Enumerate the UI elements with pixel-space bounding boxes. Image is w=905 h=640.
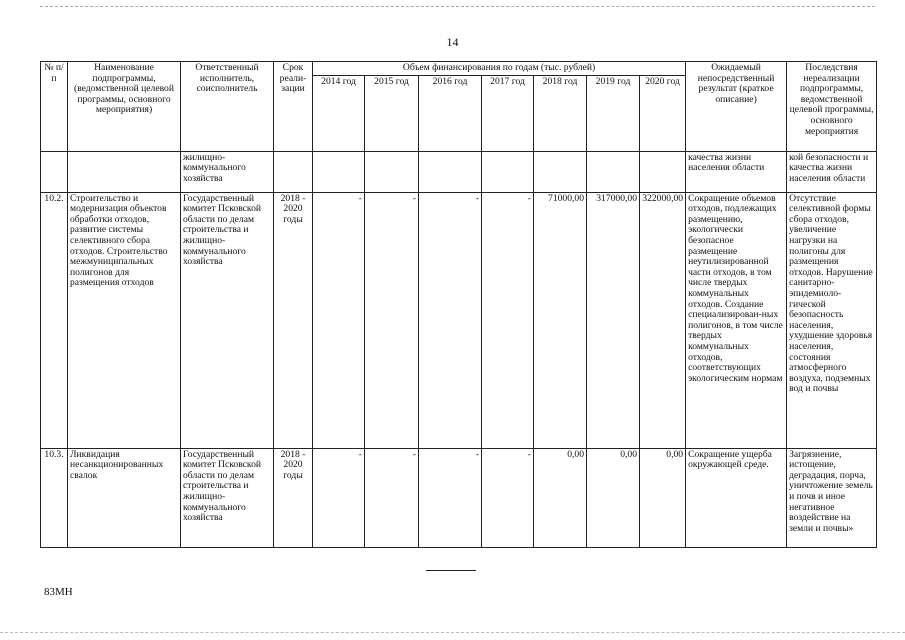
cell-executor: Государственный комитет Псковской области по делам строительства и жилищно-коммунального хозяйства <box>181 192 274 448</box>
bottom-scan-rule <box>0 632 905 633</box>
cell-value-2017: - <box>482 192 534 448</box>
cell-value-2020 <box>640 151 686 192</box>
cell-value-2015: - <box>365 448 419 547</box>
footer-code: 83МН <box>44 586 73 598</box>
cell-result: Сокращение ущерба окружающей среде. <box>686 448 787 547</box>
cell-value-2014: - <box>313 448 365 547</box>
header-year-2020: 2020 год <box>640 75 686 151</box>
cell-name <box>68 151 181 192</box>
cell-consequences: кой безопасности и качества жизни населения области <box>787 151 877 192</box>
cell-value-2020: 322000,00 <box>640 192 686 448</box>
cell-value-2017: - <box>482 448 534 547</box>
cell-consequences: Загрязнение, истощение, деградация, порча, уничтожение земель и почв и иное негативное воздействие на земли и почвы» <box>787 448 877 547</box>
cell-value-2018: 71000,00 <box>534 192 587 448</box>
table-row-10-3 <box>41 448 877 547</box>
cell-value-2016: - <box>419 192 482 448</box>
cell-value-2018: 0,00 <box>534 448 587 547</box>
header-num: № п/п <box>41 62 68 152</box>
cell-value-2015: - <box>365 192 419 448</box>
cell-name: Ликвидация несанкционированных свалок <box>68 448 181 547</box>
cell-name: Строительство и модернизация объектов обработки отходов, развитие системы селективного сбора отходов. Строительство межмуниципальных полигонов для размещения отходов <box>68 192 181 448</box>
footer-divider <box>426 570 476 571</box>
cell-term: 2018 - 2020 годы <box>274 448 313 547</box>
cell-value-2016 <box>419 151 482 192</box>
cell-value-2019: 317000,00 <box>587 192 640 448</box>
cell-num: 10.2. <box>41 192 68 448</box>
header-consequences: Последствия нереализации подпрограммы, ведомственной целевой программы, основного мероприятия <box>787 62 877 152</box>
cell-value-2015 <box>365 151 419 192</box>
funding-table <box>40 61 877 548</box>
header-name: Наименование подпрограммы, (ведомственной целевой программы, основного мероприятия) <box>68 62 181 152</box>
header-year-2018: 2018 год <box>534 75 587 151</box>
cell-value-2017 <box>482 151 534 192</box>
header-year-2014: 2014 год <box>313 75 365 151</box>
cell-value-2016: - <box>419 448 482 547</box>
header-executor: Ответственный исполнитель, соисполнитель <box>181 62 274 152</box>
cell-value-2019 <box>587 151 640 192</box>
cell-term: 2018 - 2020 годы <box>274 192 313 448</box>
page-number: 14 <box>446 35 459 49</box>
header-row-main <box>41 62 877 76</box>
cell-value-2014 <box>313 151 365 192</box>
cell-executor: Государственный комитет Псковской области по делам строительства и жилищно-коммунального хозяйства <box>181 448 274 547</box>
cell-term <box>274 151 313 192</box>
header-year-2017: 2017 год <box>482 75 534 151</box>
cell-value-2019: 0,00 <box>587 448 640 547</box>
cell-value-2020: 0,00 <box>640 448 686 547</box>
header-year-2019: 2019 год <box>587 75 640 151</box>
header-result: Ожидаемый непосредственный результат (краткое описание) <box>686 62 787 152</box>
cell-consequences: Отсутствие селективной формы сбора отходов, увеличение нагрузки на полигоны для размещения отходов. Нарушение санитарно-эпидемиоло-гической безопасность населения, ухудшение здоровья населения, состояния атмосферного воздуха, подземных вод и почвы <box>787 192 877 448</box>
cell-result: качества жизни населения области <box>686 151 787 192</box>
cell-result: Сокращение объемов отходов, подлежащих размещению, экологически безопасное размещение неутилизированной части отходов, в том числе твердых коммунальных отходов. Создание специализирован-ных полигонов, в том числе твердых коммунальных отходов, соответствующих экологическим нормам <box>686 192 787 448</box>
cell-executor: жилищно-коммунального хозяйства <box>181 151 274 192</box>
top-scan-rule <box>40 6 875 7</box>
cell-num <box>41 151 68 192</box>
cell-num: 10.3. <box>41 448 68 547</box>
header-term: Срок реали-зации <box>274 62 313 152</box>
header-year-2015: 2015 год <box>365 75 419 151</box>
cell-value-2014: - <box>313 192 365 448</box>
header-year-2016: 2016 год <box>419 75 482 151</box>
header-funding: Объем финансирования по годам (тыс. рублей) <box>313 62 686 76</box>
table-row-continuation <box>41 151 877 192</box>
cell-value-2018 <box>534 151 587 192</box>
table-row-10-2 <box>41 192 877 448</box>
